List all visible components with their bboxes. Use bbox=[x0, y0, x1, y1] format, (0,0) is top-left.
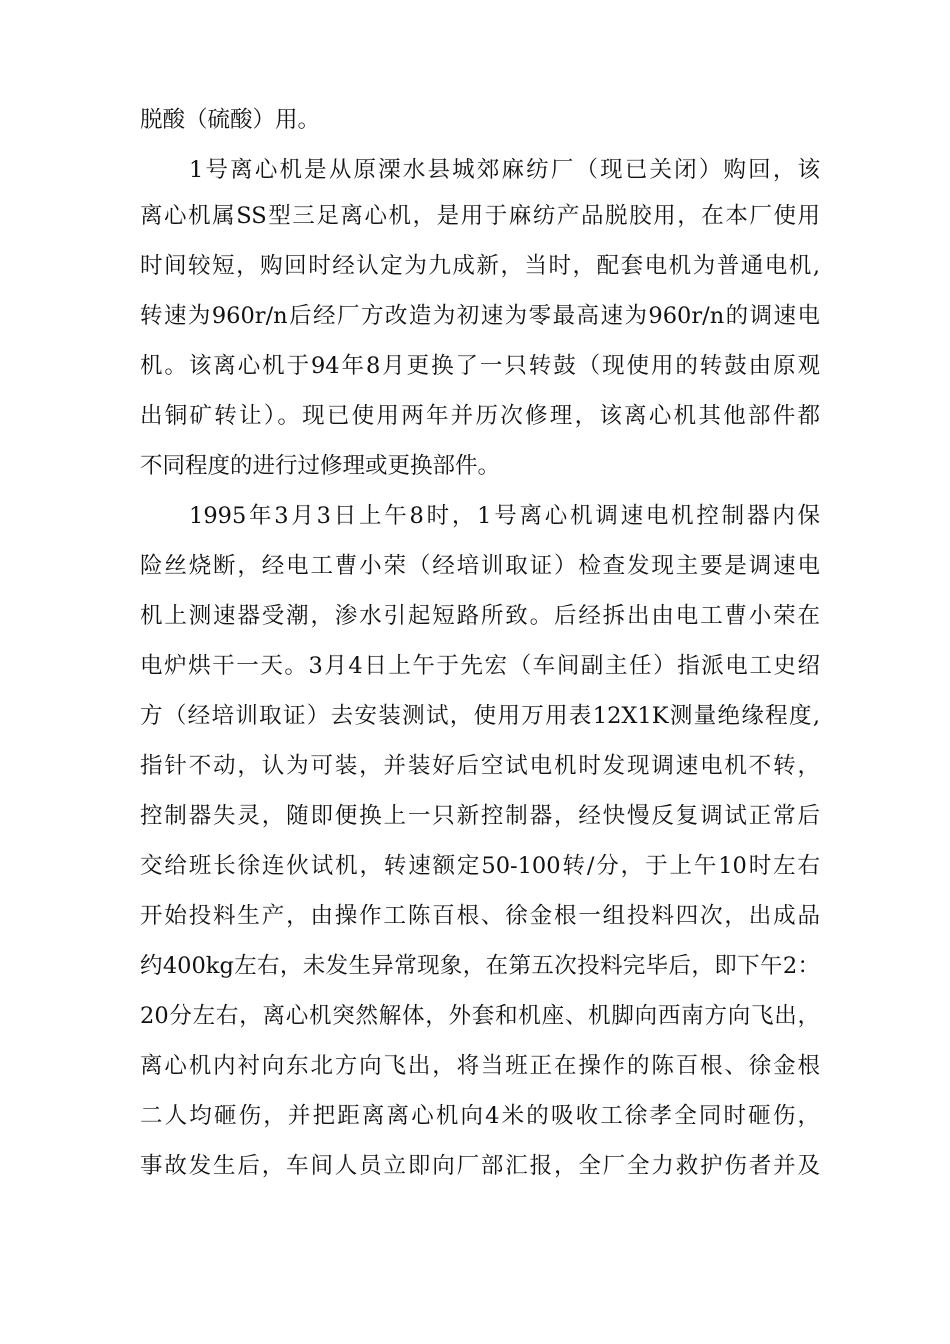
text-line: 脱酸（硫酸）用。 bbox=[140, 107, 321, 133]
text-line: 时间较短，购回时经认定为九成新，当时，配套电机为普通电机, bbox=[140, 253, 820, 279]
text-line: 转速为960r/n后经厂方改造为初速为零最高速为960r/n的调速电 bbox=[140, 303, 820, 329]
text-line: 交给班长徐连伙试机，转速额定50-100转/分，于上午10时左右 bbox=[140, 853, 820, 879]
text-line: 开始投料生产，由操作工陈百根、徐金根一组投料四次，出成品 bbox=[140, 903, 820, 929]
text-line: 离心机内衬向东北方向飞出，将当班正在操作的陈百根、徐金根 bbox=[140, 1053, 820, 1079]
text-line: 电炉烘干一天。3月4日上午于先宏（车间副主任）指派电工史绍 bbox=[140, 653, 820, 679]
text-line: 指针不动，认为可装，并装好后空试电机时发现调速电机不转， bbox=[140, 753, 820, 779]
text-line: 不同程度的进行过修理或更换部件。 bbox=[140, 453, 501, 479]
paragraph-first-line: 1号离心机是从原溧水县城郊麻纺厂（现已关闭）购回，该 bbox=[189, 157, 820, 183]
text-line: 20分左右，离心机突然解体，外套和机座、机脚向西南方向飞出， bbox=[140, 1003, 820, 1029]
text-line: 事故发生后，车间人员立即向厂部汇报，全厂全力救护伤者并及 bbox=[140, 1153, 820, 1179]
text-line: 约400kg左右，未发生异常现象，在第五次投料完毕后，即下午2： bbox=[140, 953, 820, 979]
text-line: 险丝烧断，经电工曹小荣（经培训取证）检查发现主要是调速电 bbox=[140, 553, 820, 579]
text-line: 机上测速器受潮，渗水引起短路所致。后经拆出由电工曹小荣在 bbox=[140, 603, 820, 629]
paragraph-first-line: 1995年3月3日上午8时，1号离心机调速电机控制器内保 bbox=[189, 503, 820, 529]
text-line: 机。该离心机于94年8月更换了一只转鼓（现使用的转鼓由原观 bbox=[140, 353, 820, 379]
text-line: 控制器失灵，随即便换上一只新控制器，经快慢反复调试正常后 bbox=[140, 803, 820, 829]
text-line: 离心机属SS型三足离心机，是用于麻纺产品脱胶用，在本厂使用 bbox=[140, 203, 820, 229]
text-line: 方（经培训取证）去安装测试，使用万用表12X1K测量绝缘程度, bbox=[140, 703, 820, 729]
text-line: 出铜矿转让）。现已使用两年并历次修理，该离心机其他部件都 bbox=[140, 403, 820, 429]
text-line: 二人均砸伤，并把距离离心机向4米的吸收工徐孝全同时砸伤， bbox=[140, 1103, 820, 1129]
